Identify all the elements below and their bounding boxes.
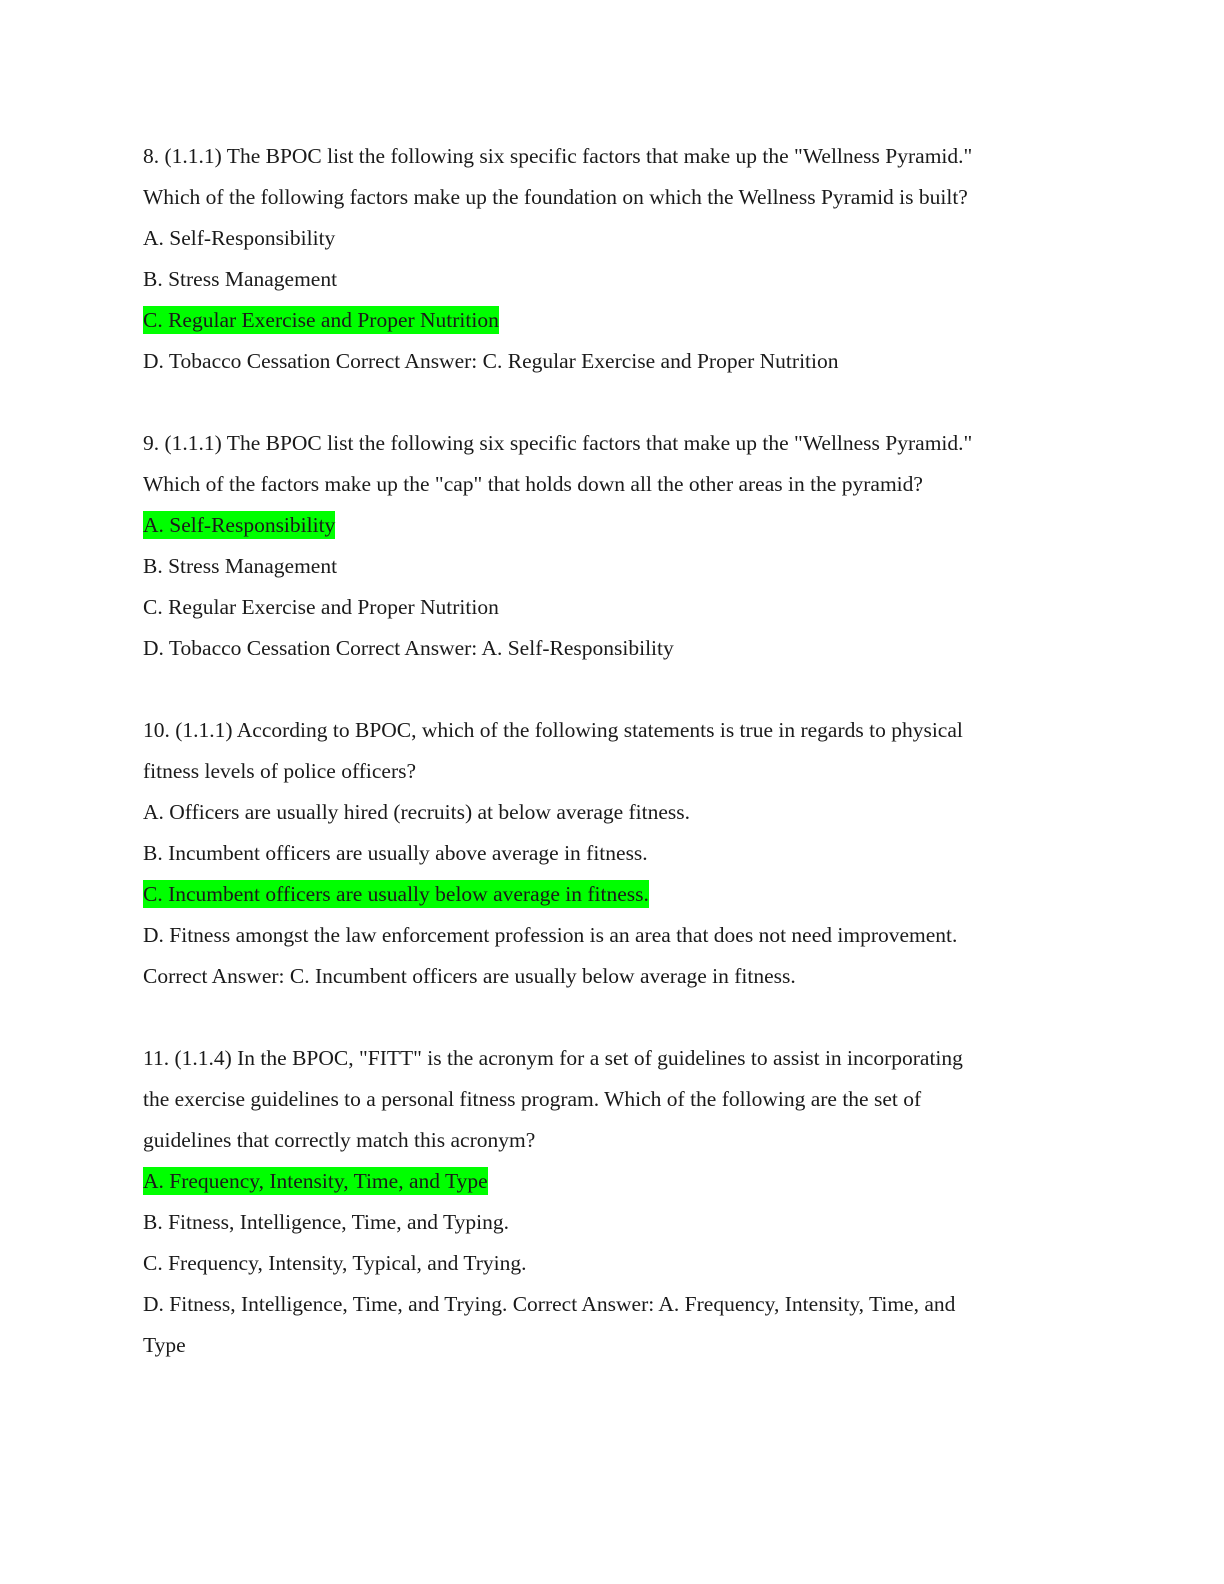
question-stem-line: guidelines that correctly match this acronym? bbox=[143, 1128, 536, 1152]
question-stem-line: 10. (1.1.1) According to BPOC, which of the following statements is true in regards to physical bbox=[143, 718, 963, 742]
option-text: C. Frequency, Intensity, Typical, and Trying. bbox=[143, 1251, 527, 1275]
question-8 bbox=[143, 136, 1073, 382]
document-page bbox=[143, 136, 1073, 1407]
correct-answer-line: Correct Answer: C. Incumbent officers are usually below average in fitness. bbox=[143, 964, 796, 988]
option-b bbox=[143, 259, 1073, 300]
option-a bbox=[143, 792, 1073, 833]
option-a-highlighted bbox=[143, 505, 1073, 546]
option-d-with-answer: D. Fitness, Intelligence, Time, and Trying. Correct Answer: A. Frequency, Intensity, Time, and bbox=[143, 1292, 956, 1316]
option-text: A. Officers are usually hired (recruits) at below average fitness. bbox=[143, 800, 691, 824]
correct-answer-continuation: Type bbox=[143, 1333, 186, 1357]
option-d-with-answer: D. Tobacco Cessation Correct Answer: A. Self-Responsibility bbox=[143, 636, 674, 660]
option-a-highlighted bbox=[143, 1161, 1073, 1202]
option-b bbox=[143, 833, 1073, 874]
option-text: C. Regular Exercise and Proper Nutrition bbox=[143, 595, 499, 619]
question-10 bbox=[143, 710, 1073, 997]
option-d-with-answer: D. Tobacco Cessation Correct Answer: C. Regular Exercise and Proper Nutrition bbox=[143, 349, 839, 373]
question-stem-line: fitness levels of police officers? bbox=[143, 759, 417, 783]
question-stem-line: Which of the factors make up the "cap" that holds down all the other areas in the pyramid? bbox=[143, 472, 923, 496]
option-b bbox=[143, 1202, 1073, 1243]
question-stem-line: 9. (1.1.1) The BPOC list the following six specific factors that make up the "Wellness Pyramid." bbox=[143, 431, 973, 455]
option-text: B. Incumbent officers are usually above average in fitness. bbox=[143, 841, 648, 865]
highlighted-answer: C. Incumbent officers are usually below average in fitness. bbox=[143, 882, 649, 906]
option-b bbox=[143, 546, 1073, 587]
option-text: B. Fitness, Intelligence, Time, and Typing. bbox=[143, 1210, 509, 1234]
question-stem-line: Which of the following factors make up the foundation on which the Wellness Pyramid is built? bbox=[143, 185, 968, 209]
option-a bbox=[143, 218, 1073, 259]
highlighted-answer: A. Self-Responsibility bbox=[143, 513, 336, 537]
question-stem-line: 11. (1.1.4) In the BPOC, "FITT" is the acronym for a set of guidelines to assist in incorporating bbox=[143, 1046, 963, 1070]
option-text: A. Self-Responsibility bbox=[143, 226, 336, 250]
question-11 bbox=[143, 1038, 1073, 1366]
option-c-highlighted bbox=[143, 874, 1073, 915]
option-c bbox=[143, 587, 1073, 628]
question-9 bbox=[143, 423, 1073, 669]
option-text: B. Stress Management bbox=[143, 267, 338, 291]
option-text: B. Stress Management bbox=[143, 554, 338, 578]
question-stem-line: the exercise guidelines to a personal fitness program. Which of the following are the set of bbox=[143, 1087, 922, 1111]
highlighted-answer: A. Frequency, Intensity, Time, and Type bbox=[143, 1169, 488, 1193]
question-stem-line: 8. (1.1.1) The BPOC list the following six specific factors that make up the "Wellness Pyramid." bbox=[143, 144, 973, 168]
option-c-highlighted bbox=[143, 300, 1073, 341]
option-d: D. Fitness amongst the law enforcement profession is an area that does not need improvement. bbox=[143, 923, 958, 947]
option-c bbox=[143, 1243, 1073, 1284]
highlighted-answer: C. Regular Exercise and Proper Nutrition bbox=[143, 308, 499, 332]
